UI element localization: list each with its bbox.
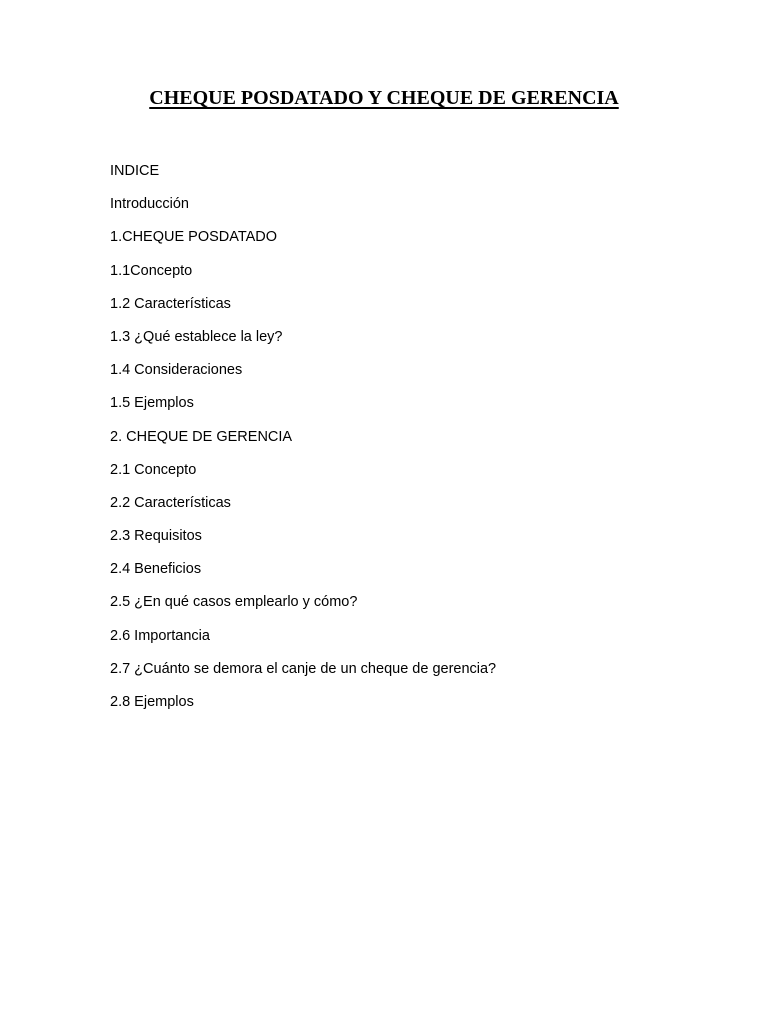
toc-item: 2.5 ¿En qué casos emplearlo y cómo? [110,594,358,611]
toc-item: 2.3 Requisitos [110,528,202,545]
document-title [0,86,768,110]
toc-section: 2. CHEQUE DE GERENCIA [110,428,293,445]
toc-item: 2.6 Importancia [110,627,210,644]
toc-item: 2.8 Ejemplos [110,694,194,710]
toc-item: 1.1Concepto [110,262,193,279]
toc-item: 1.3 ¿Qué establece la ley? [110,328,283,345]
toc-item: 2.1 Concepto [110,461,197,478]
toc-item: 2.4 Beneficios [110,561,202,578]
toc-heading: INDICE [110,163,160,179]
toc-item: 1.2 Características [110,295,231,312]
toc-item: 1.4 Consideraciones [110,362,243,379]
toc-item: 2.2 Características [110,494,231,511]
document-title-text: CHEQUE POSDATADO Y CHEQUE DE GERENCIA [149,87,619,109]
toc-item: Introducción [110,196,189,213]
table-of-contents [110,161,730,725]
toc-item: 1.5 Ejemplos [110,395,194,412]
toc-item: 2.7 ¿Cuánto se demora el canje de un cheque de gerencia? [110,660,497,677]
toc-section: 1.CHEQUE POSDATADO [110,229,278,246]
